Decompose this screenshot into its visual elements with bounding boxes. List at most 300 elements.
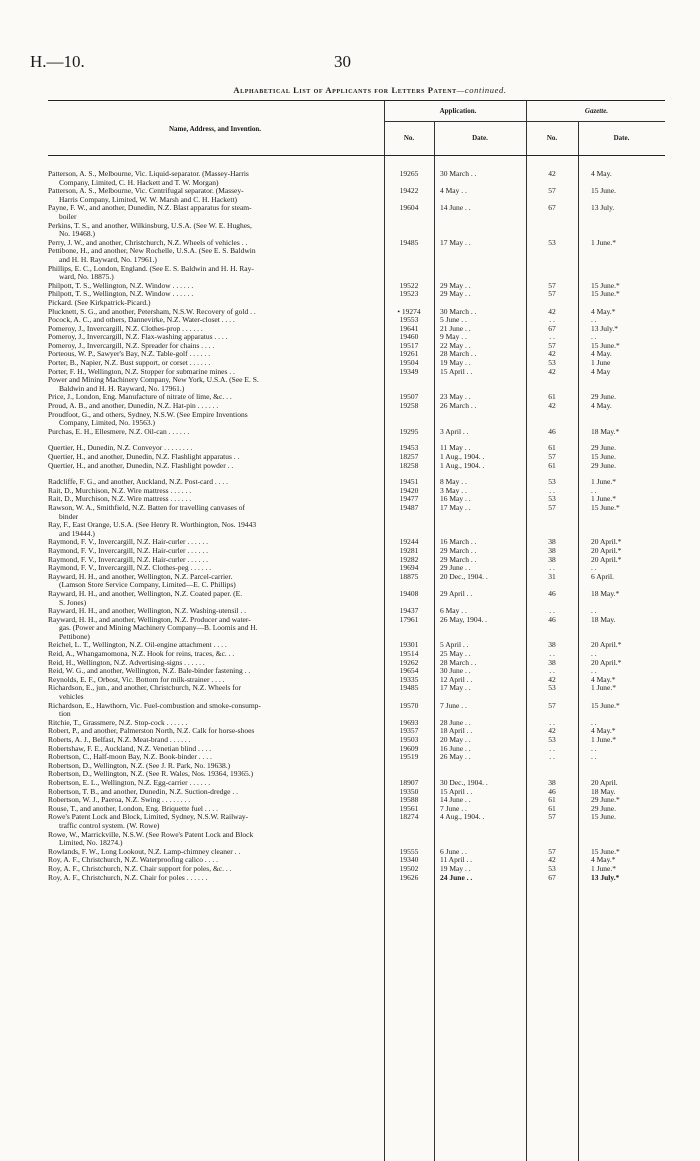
applicant-entry bbox=[48, 453, 384, 462]
gazette-number: 31 bbox=[548, 571, 556, 581]
application-date: 26 May, 1904. . bbox=[440, 614, 488, 624]
application-number: 19487 bbox=[399, 502, 419, 512]
applicant-entry bbox=[48, 411, 384, 428]
entry-line: Raymond, F. V., Invercargill, N.Z. Hair-curler . . . . . . bbox=[48, 546, 209, 555]
entry-line: Robert, P., and another, Palmerston North, N.Z. Calk for horse-shoes bbox=[48, 727, 255, 736]
application-date: 30 March . . bbox=[440, 306, 477, 316]
applicant-entry bbox=[48, 719, 384, 728]
gazette-date: 4 May. bbox=[591, 349, 612, 359]
gazette-number: 38 bbox=[548, 537, 556, 547]
entry-line: Reid, H., Wellington, N.Z. Advertising-signs . . . . . . bbox=[48, 658, 205, 667]
gazette-number: 53 bbox=[548, 683, 556, 693]
entry-line: Patterson, A. S., Melbourne, Vic. Liquid-separator. (Massey-Harris bbox=[48, 170, 249, 178]
gazette-date: 4 May. bbox=[591, 169, 612, 178]
applicant-entry bbox=[48, 393, 384, 402]
entry-line: Quertier, H., Dunedin, N.Z. Conveyor . . . . . . . . bbox=[48, 444, 193, 453]
application-date: 7 June . . bbox=[440, 700, 467, 710]
application-date: 29 March . . bbox=[440, 554, 477, 564]
entry-line: Proud, A. B., and another, Dunedin, N.Z. Hat-pin . . . . . . bbox=[48, 402, 219, 411]
gazette-date: 15 June. bbox=[591, 186, 616, 196]
application-date bbox=[434, 521, 526, 538]
applicant-entry bbox=[48, 762, 384, 771]
application-date: 4 Aug., 1904. . bbox=[440, 812, 485, 822]
application-number: 19523 bbox=[399, 289, 419, 299]
divider bbox=[526, 101, 527, 155]
table-row bbox=[48, 290, 665, 299]
applicant-entry bbox=[48, 564, 384, 573]
table-row bbox=[48, 676, 665, 685]
header-app-no: No. bbox=[403, 134, 415, 142]
gazette-number: . . bbox=[549, 315, 555, 325]
table-row bbox=[48, 316, 665, 325]
table-row bbox=[48, 428, 665, 437]
applicant-entry bbox=[48, 316, 384, 325]
application-date: 30 Dec., 1904. . bbox=[440, 777, 488, 787]
applicant-entry bbox=[48, 607, 384, 616]
gazette-date: 1 June.* bbox=[591, 494, 616, 504]
divider bbox=[384, 101, 385, 155]
application-date: 29 April . . bbox=[440, 588, 473, 598]
applicant-entry bbox=[48, 676, 384, 685]
application-date: 15 April . . bbox=[440, 786, 473, 796]
table-row bbox=[48, 521, 665, 538]
table-row bbox=[48, 308, 665, 317]
table-row bbox=[48, 736, 665, 745]
table-row bbox=[48, 342, 665, 351]
entry-line: Porter, F. H., Wellington, N.Z. Stopper for submarine mines . . bbox=[48, 367, 235, 376]
gazette-number: 53 bbox=[548, 358, 556, 368]
entry-line: Porteous, W. P., Sawyer's Bay, N.Z. Table-golf . . . . . . bbox=[48, 350, 211, 359]
gazette-number: 46 bbox=[548, 786, 556, 796]
gazette-date: . . bbox=[591, 563, 597, 573]
application-number: 19517 bbox=[399, 340, 419, 350]
application-date: 17 May . . bbox=[440, 683, 471, 693]
entry-line: boiler bbox=[59, 212, 77, 221]
application-number: 19282 bbox=[399, 554, 419, 564]
table-row bbox=[48, 170, 665, 187]
applicant-entry bbox=[48, 848, 384, 857]
gazette-date: . . bbox=[591, 752, 597, 762]
applicant-entry bbox=[48, 478, 384, 487]
gazette-date: 20 April.* bbox=[591, 537, 622, 547]
entry-line: Price, J., London, Eng. Manufacture of nitrate of lime, &c. . . bbox=[48, 393, 232, 402]
table-row bbox=[48, 796, 665, 805]
application-date bbox=[434, 265, 526, 282]
entry-line: and 19444.) bbox=[59, 529, 95, 538]
entry-line: Reichel, L. T., Wellington, N.Z. Oil-engine attachment . . . . bbox=[48, 641, 227, 650]
gazette-number: 57 bbox=[548, 340, 556, 350]
applicant-entry bbox=[48, 573, 384, 590]
entry-line: Pomeroy, J., Invercargill, N.Z. Clothes-prop . . . . . . bbox=[48, 324, 203, 333]
gazette-date: 18 May.* bbox=[591, 426, 620, 436]
application-number: 19561 bbox=[399, 803, 419, 813]
gazette-number: 42 bbox=[548, 349, 556, 359]
applicant-entry bbox=[48, 641, 384, 650]
gazette-date: 15 June.* bbox=[591, 846, 620, 856]
entry-line: Robertson, D., Wellington, N.Z. (See J. R. Park, No. 19638.) bbox=[48, 761, 231, 770]
application-date: 29 May . . bbox=[440, 280, 471, 290]
gazette-date bbox=[578, 265, 665, 282]
table-row bbox=[48, 659, 665, 668]
gazette-number: 67 bbox=[548, 872, 556, 882]
applicant-entry bbox=[48, 462, 384, 471]
application-number: 19460 bbox=[399, 332, 419, 342]
application-number: 18257 bbox=[399, 452, 419, 461]
application-number: 19422 bbox=[399, 186, 419, 196]
application-date: 22 May . . bbox=[440, 340, 471, 350]
gazette-number: 67 bbox=[548, 323, 556, 333]
application-date: 21 June . . bbox=[440, 323, 471, 333]
gazette-date: . . bbox=[591, 666, 597, 676]
application-number: 19504 bbox=[399, 358, 419, 368]
entry-line: Raymond, F. V., Invercargill, N.Z. Hair-curler . . . . . . bbox=[48, 555, 209, 564]
application-date: 1 Aug., 1904. . bbox=[440, 460, 485, 470]
application-number: 17961 bbox=[399, 614, 419, 624]
gazette-number bbox=[526, 762, 578, 771]
applicant-entry bbox=[48, 745, 384, 754]
applicant-entry bbox=[48, 428, 384, 437]
table-row bbox=[48, 556, 665, 565]
gazette-number: 61 bbox=[548, 795, 556, 805]
applicant-entry bbox=[48, 333, 384, 342]
table-row bbox=[48, 222, 665, 239]
application-number: 19357 bbox=[399, 726, 419, 736]
application-number: 19654 bbox=[399, 666, 419, 676]
table-row bbox=[48, 299, 665, 308]
gazette-number bbox=[526, 831, 578, 848]
application-number: 19437 bbox=[399, 606, 419, 616]
application-date: 26 May . . bbox=[440, 752, 471, 762]
application-date: 6 May . . bbox=[440, 606, 467, 616]
entry-line: Proudfoot, G., and others, Sydney, N.S.W. (See Empire Inventions bbox=[48, 410, 248, 419]
gazette-date bbox=[578, 411, 665, 428]
application-number: 19694 bbox=[399, 563, 419, 573]
entry-line: Phillips, E. C., London, England. (See E. S. Baldwin and H. H. Ray- bbox=[48, 264, 254, 273]
application-date: 14 June . . bbox=[440, 795, 471, 805]
applicant-entry bbox=[48, 265, 384, 282]
entry-line: Rayward, H. H., and another, Wellington, N.Z. Washing-utensil . . bbox=[48, 607, 246, 616]
gazette-date: 4 May.* bbox=[591, 306, 616, 316]
application-number: 19350 bbox=[399, 786, 419, 796]
gazette-number: 38 bbox=[548, 545, 556, 555]
table-row bbox=[48, 770, 665, 779]
gazette-date: 20 April.* bbox=[591, 657, 622, 667]
table-row bbox=[48, 538, 665, 547]
entry-line: Pettibone) bbox=[59, 632, 90, 641]
table-row bbox=[48, 788, 665, 797]
application-number bbox=[384, 521, 434, 538]
applicant-entry bbox=[48, 547, 384, 556]
gazette-number: 46 bbox=[548, 614, 556, 624]
gazette-date: 1 June.* bbox=[591, 237, 616, 247]
applicant-entry bbox=[48, 350, 384, 359]
application-number: 19349 bbox=[399, 366, 419, 376]
gazette-date: 20 April.* bbox=[591, 545, 622, 555]
gazette-number: . . bbox=[549, 563, 555, 573]
entry-line: Robertson, W. J., Paeroa, N.Z. Swing . . . . . . . . bbox=[48, 796, 191, 805]
applicant-entry bbox=[48, 204, 384, 221]
table-row bbox=[48, 667, 665, 676]
application-number bbox=[384, 247, 434, 264]
table-row bbox=[48, 779, 665, 788]
application-date: 18 April . . bbox=[440, 726, 473, 736]
entry-line: Company, Limited, No. 19563.) bbox=[59, 419, 155, 428]
applicant-entry bbox=[48, 521, 384, 538]
entry-line: Rowe, W., Marrickville, N.S.W. (See Rowe's Patent Lock and Block bbox=[48, 830, 254, 839]
gazette-date: 4 May bbox=[591, 366, 611, 376]
application-number bbox=[384, 376, 434, 393]
applicant-entry bbox=[48, 856, 384, 865]
application-number: 19451 bbox=[399, 477, 419, 487]
application-number: 19626 bbox=[399, 872, 419, 882]
table-row bbox=[48, 368, 665, 377]
application-date: 29 March . . bbox=[440, 545, 477, 555]
applicant-entry bbox=[48, 702, 384, 719]
gazette-date: 13 July.* bbox=[591, 323, 619, 333]
application-number: 19281 bbox=[399, 545, 419, 555]
application-date bbox=[434, 376, 526, 393]
table-row bbox=[48, 564, 665, 573]
gazette-number bbox=[526, 265, 578, 282]
entry-line: Philpott, T. S., Wellington, N.Z. Window . . . . . . bbox=[48, 290, 194, 299]
gazette-number: 57 bbox=[548, 812, 556, 822]
application-number: 19522 bbox=[399, 280, 419, 290]
application-date bbox=[434, 247, 526, 264]
application-number: 19335 bbox=[399, 674, 419, 684]
application-number bbox=[384, 265, 434, 282]
entry-line: Harris Company, Limited, W. W. Marsh and C. H. Hackett) bbox=[59, 195, 238, 204]
applicant-entry bbox=[48, 736, 384, 745]
divider bbox=[526, 121, 665, 122]
table-rows bbox=[48, 170, 665, 882]
application-number: 19641 bbox=[399, 323, 419, 333]
table-row bbox=[48, 376, 665, 393]
table-row bbox=[48, 831, 665, 848]
divider bbox=[384, 121, 526, 122]
gazette-number: 53 bbox=[548, 735, 556, 744]
entry-line: Robertshaw, F. E., Auckland, N.Z. Venetian blind . . . . bbox=[48, 744, 212, 753]
gazette-number: 61 bbox=[548, 392, 556, 402]
entry-line: Philpott, T. S., Wellington, N.Z. Window . . . . . . bbox=[48, 281, 194, 290]
gazette-date: 6 April. bbox=[591, 571, 614, 581]
table-row bbox=[48, 745, 665, 754]
gazette-date: 4 May.* bbox=[591, 855, 616, 865]
application-date: 28 June . . bbox=[440, 717, 471, 727]
entry-line: Pettibone, H., and another, New Rochelle, U.S.A. (See E. S. Baldwin bbox=[48, 247, 256, 256]
entry-line: Robertson, E. L., Wellington, N.Z. Egg-carrier . . . . . . bbox=[48, 778, 211, 787]
gazette-number: 38 bbox=[548, 554, 556, 564]
gazette-number: . . bbox=[549, 606, 555, 616]
gazette-date: 13 July. bbox=[591, 203, 615, 213]
table-row bbox=[48, 333, 665, 342]
table-row bbox=[48, 874, 665, 883]
table-row bbox=[48, 402, 665, 411]
entry-line: Robertson, T. B., and another, Dunedin, N.Z. Suction-dredge . . bbox=[48, 787, 239, 796]
gazette-number: . . bbox=[549, 649, 555, 659]
entry-line: Rouse, T., and another, London, Eng. Briquette fuel . . . . bbox=[48, 804, 219, 813]
gazette-number bbox=[526, 376, 578, 393]
applicant-entry bbox=[48, 650, 384, 659]
application-date: 19 May . . bbox=[440, 863, 471, 873]
entry-line: Company, Limited, C. H. Hackett and T. W. Morgan) bbox=[59, 178, 219, 187]
gazette-date: 18 May. bbox=[591, 786, 616, 796]
application-number: 19258 bbox=[399, 401, 419, 411]
table-row bbox=[48, 204, 665, 221]
gazette-number: 57 bbox=[548, 700, 556, 710]
entry-line: Perry, J. W., and another, Christchurch, N.Z. Wheels of vehicles . . bbox=[48, 238, 248, 247]
entry-line: Baldwin and H. H. Rayward, No. 17961.) bbox=[59, 384, 185, 393]
table-header bbox=[48, 101, 665, 156]
gazette-number: 38 bbox=[548, 777, 556, 787]
application-number: 19555 bbox=[399, 846, 419, 856]
table-row bbox=[48, 495, 665, 504]
table-row bbox=[48, 727, 665, 736]
gazette-date: . . bbox=[591, 743, 597, 753]
gazette-date: 18 May.* bbox=[591, 588, 620, 598]
gazette-number: 42 bbox=[548, 401, 556, 411]
gazette-date bbox=[578, 247, 665, 264]
application-number: 18274 bbox=[399, 812, 419, 822]
table-row bbox=[48, 702, 665, 719]
entry-line: Raymond, F. V., Invercargill, N.Z. Hair-curler . . . . . . bbox=[48, 538, 209, 547]
gazette-date bbox=[578, 222, 665, 239]
header-application: Application. bbox=[439, 107, 477, 115]
gazette-date: 13 July.* bbox=[591, 872, 620, 882]
table-row bbox=[48, 753, 665, 762]
application-date: 3 May . . bbox=[440, 485, 467, 495]
entry-line: Robertson, D., Wellington, N.Z. (See R. Wales, Nos. 19364, 19365.) bbox=[48, 770, 254, 779]
application-date: 15 April . . bbox=[440, 366, 473, 376]
table-row bbox=[48, 848, 665, 857]
applicant-entry bbox=[48, 659, 384, 668]
gazette-date bbox=[578, 762, 665, 771]
table-row bbox=[48, 856, 665, 865]
application-number: 18258 bbox=[399, 460, 419, 470]
gazette-number: 61 bbox=[548, 443, 556, 453]
entry-line: Rait, D., Murchison, N.Z. Wire mattress . . . . . . bbox=[48, 486, 192, 495]
applicant-entry bbox=[48, 444, 384, 453]
table-row bbox=[48, 616, 665, 642]
table-row bbox=[48, 805, 665, 814]
table-row bbox=[48, 504, 665, 521]
application-date: 14 June . . bbox=[440, 203, 471, 213]
table-row bbox=[48, 813, 665, 830]
entry-line: Payne, F. W., and another, Dunedin, N.Z. Blast apparatus for steam- bbox=[48, 204, 252, 213]
applicant-entry bbox=[48, 342, 384, 351]
gazette-date: 29 June.* bbox=[591, 795, 620, 805]
application-number: 19604 bbox=[399, 203, 419, 213]
application-date: 29 May . . bbox=[440, 289, 471, 299]
gazette-date: 18 May. bbox=[591, 614, 616, 624]
page-number: 30 bbox=[334, 52, 351, 71]
gazette-date: 15 June. bbox=[591, 452, 616, 461]
header-gazette: Gazette. bbox=[584, 107, 609, 115]
applicant-entry bbox=[48, 831, 384, 848]
application-number: 19502 bbox=[399, 863, 419, 873]
applicant-entry bbox=[48, 590, 384, 607]
gazette-date: 15 June. bbox=[591, 812, 616, 822]
entry-line: Quertier, H., and another, Dunedin, N.Z. Flashlight powder . . bbox=[48, 461, 234, 470]
entry-line: Roy, A. F., Christchurch, N.Z. Chair support for poles, &c. . . bbox=[48, 864, 232, 873]
applicant-entry bbox=[48, 865, 384, 874]
table-row bbox=[48, 359, 665, 368]
gazette-number: 42 bbox=[548, 169, 556, 178]
applicant-entry bbox=[48, 556, 384, 565]
gazette-number: 57 bbox=[548, 502, 556, 512]
gazette-date: 15 June.* bbox=[591, 502, 620, 512]
applicant-entry bbox=[48, 402, 384, 411]
gazette-date: 4 May.* bbox=[591, 726, 616, 736]
applicant-entry bbox=[48, 753, 384, 762]
entry-line: Roberts, A. J., Belfast, N.Z. Meat-brand . . . . . . bbox=[48, 736, 191, 744]
gazette-date: 29 June. bbox=[591, 460, 616, 470]
gazette-number: 46 bbox=[548, 426, 556, 436]
gazette-date: . . bbox=[591, 332, 597, 342]
application-number bbox=[384, 762, 434, 771]
gazette-date: . . bbox=[591, 606, 597, 616]
application-date: 16 May . . bbox=[440, 494, 471, 504]
gazette-date: 15 June.* bbox=[591, 280, 620, 290]
application-number: 19477 bbox=[399, 494, 419, 504]
gazette-date: 29 June. bbox=[591, 443, 616, 453]
table-row bbox=[48, 865, 665, 874]
entry-line: Reid, A., Whangamomona, N.Z. Hook for reins, traces, &c. . . bbox=[48, 650, 235, 659]
application-number: 19340 bbox=[399, 855, 419, 865]
gazette-number: 53 bbox=[548, 494, 556, 504]
application-number: 18907 bbox=[399, 777, 419, 787]
gazette-date: 1 June.* bbox=[591, 683, 616, 693]
entry-line: Patterson, A. S., Melbourne, Vic. Centrifugal separator. (Massey- bbox=[48, 187, 244, 196]
application-date: 9 May . . bbox=[440, 332, 467, 342]
gazette-date: 20 April. bbox=[591, 777, 618, 787]
table-row bbox=[48, 547, 665, 556]
table-row bbox=[48, 282, 665, 291]
applicant-entry bbox=[48, 222, 384, 239]
gazette-date: . . bbox=[591, 649, 597, 659]
application-number bbox=[384, 411, 434, 428]
applicant-entry bbox=[48, 727, 384, 736]
table-row bbox=[48, 573, 665, 590]
entry-line: S. Jones) bbox=[59, 598, 87, 607]
application-number: • 19274 bbox=[397, 306, 421, 316]
gazette-date: 4 May. bbox=[591, 401, 612, 411]
application-number: 19261 bbox=[399, 349, 419, 359]
table-row bbox=[48, 607, 665, 616]
header-gazette-no: No. bbox=[546, 134, 558, 142]
application-number: 19609 bbox=[399, 743, 419, 753]
entry-line: Radcliffe, F. G., and another, Auckland, N.Z. Post-card . . . . bbox=[48, 478, 228, 487]
application-date: 5 June . . bbox=[440, 315, 467, 325]
gazette-date: . . bbox=[591, 717, 597, 727]
entry-line: Pomeroy, J., Invercargill, N.Z. Flax-washing apparatus . . . . bbox=[48, 333, 228, 342]
table-row bbox=[48, 641, 665, 650]
table-row bbox=[48, 487, 665, 496]
application-number: 19453 bbox=[399, 443, 419, 453]
table-row bbox=[48, 325, 665, 334]
application-date: 12 April . . bbox=[440, 674, 473, 684]
gazette-number: 42 bbox=[548, 306, 556, 316]
applicant-entry bbox=[48, 779, 384, 788]
entry-line: Rayward, H. H., and another, Wellington, N.Z. Parcel-carrier. bbox=[48, 572, 233, 581]
page-identifier: H.—10. bbox=[30, 52, 85, 71]
application-number: 19262 bbox=[399, 657, 419, 667]
entry-line: Porter, B., Napier, N.Z. Bust support, or corset . . . . . . bbox=[48, 359, 211, 368]
gazette-date: 1 June.* bbox=[591, 735, 616, 744]
gazette-number: 53 bbox=[548, 477, 556, 487]
gazette-number: . . bbox=[549, 717, 555, 727]
applicant-entry bbox=[48, 247, 384, 264]
gazette-number: 61 bbox=[548, 460, 556, 470]
